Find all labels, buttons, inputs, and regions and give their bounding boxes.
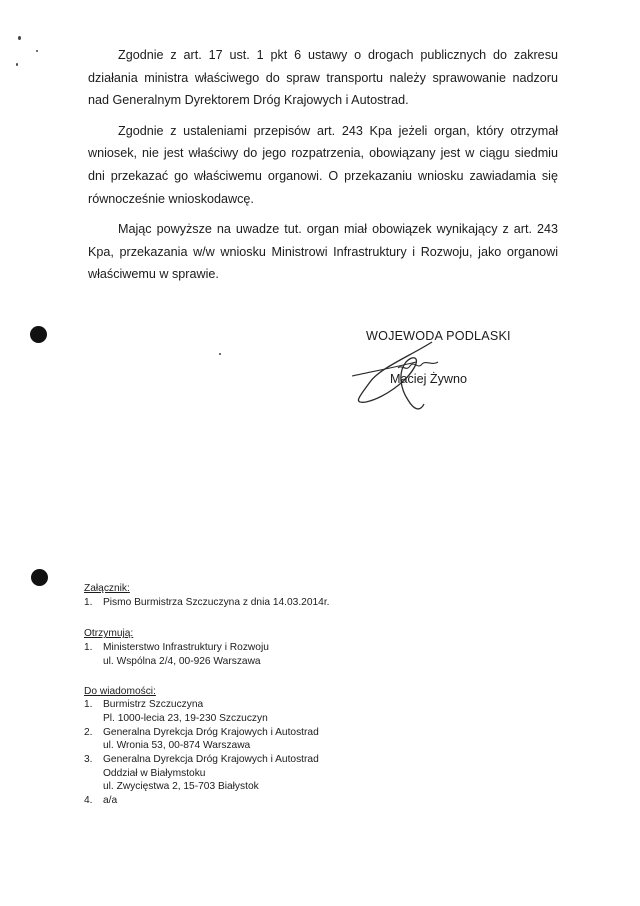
list-item (84, 794, 484, 808)
item-line: a/a (103, 795, 118, 807)
signatory-title: WOJEWODA PODLASKI (366, 329, 511, 343)
scan-speck (18, 36, 21, 40)
item-line: Ministerstwo Infrastruktury i Rozwoju (103, 642, 269, 654)
scan-speck (36, 50, 38, 52)
item-number: 4. (84, 795, 93, 807)
body-paragraph: Zgodnie z art. 17 ust. 1 pkt 6 ustawy o drogach publicznych do zakresu działania ministra właściwego do spraw transportu należy sprawowanie nadzoru nad Generalnym Dyrektorem Dróg Krajowych i Autostrad. (88, 48, 558, 108)
item-line: Pismo Burmistrza Szczuczyna z dnia 14.03.2014r. (103, 596, 330, 608)
punch-hole (31, 569, 48, 586)
scan-speck (219, 353, 221, 355)
cc-heading: Do wiadomości: (84, 685, 156, 697)
list-item (84, 698, 484, 725)
list-item (84, 596, 484, 610)
item-line: ul. Wronia 53, 00-874 Warszawa (103, 740, 251, 752)
attachments-section (84, 582, 484, 609)
cc-section (84, 685, 484, 808)
attachments-heading: Załącznik: (84, 583, 130, 594)
list-item (84, 753, 484, 794)
item-number: 3. (84, 754, 93, 766)
item-line: Oddział w Białymstoku (103, 767, 206, 779)
signatory-name: Maciej Żywno (390, 372, 467, 386)
distribution-list (84, 582, 484, 808)
item-line: Burmistrz Szczuczyna (103, 699, 204, 711)
list-item (84, 641, 484, 668)
item-number: 1. (84, 596, 93, 608)
item-line: ul. Wspólna 2/4, 00-926 Warszawa (103, 655, 261, 667)
recipients-section (84, 627, 484, 668)
list-item (84, 726, 484, 753)
scan-speck (16, 63, 18, 66)
body-paragraph: Mając powyższe na uwadze tut. organ miał obowiązek wynikający z art. 243 Kpa, przekazania w/w wniosku Ministrowi Infrastruktury i Rozwoju, jako organowi właściwemu w sprawie. (88, 222, 558, 282)
body-paragraph: Zgodnie z ustaleniami przepisów art. 243 Kpa jeżeli organ, który otrzymał wniosek, nie jest właściwy do jego rozpatrzenia, obowiązany jest w ciągu siedmiu dni przekazać go właściwemu organowi. O przekazaniu wniosku zawiadamia się równocześnie wnioskodawcę. (88, 123, 558, 206)
item-number: 1. (84, 642, 93, 654)
item-number: 1. (84, 699, 93, 711)
item-line: ul. Zwycięstwa 2, 15-703 Białystok (103, 781, 259, 793)
item-line: Pl. 1000-lecia 23, 19-230 Szczuczyn (103, 712, 268, 724)
item-number: 2. (84, 726, 93, 738)
letter-body (88, 44, 558, 294)
recipients-heading: Otrzymują: (84, 628, 134, 640)
item-line: Generalna Dyrekcja Dróg Krajowych i Autostrad (103, 754, 319, 766)
punch-hole (30, 326, 47, 343)
item-line: Generalna Dyrekcja Dróg Krajowych i Autostrad (103, 726, 319, 738)
